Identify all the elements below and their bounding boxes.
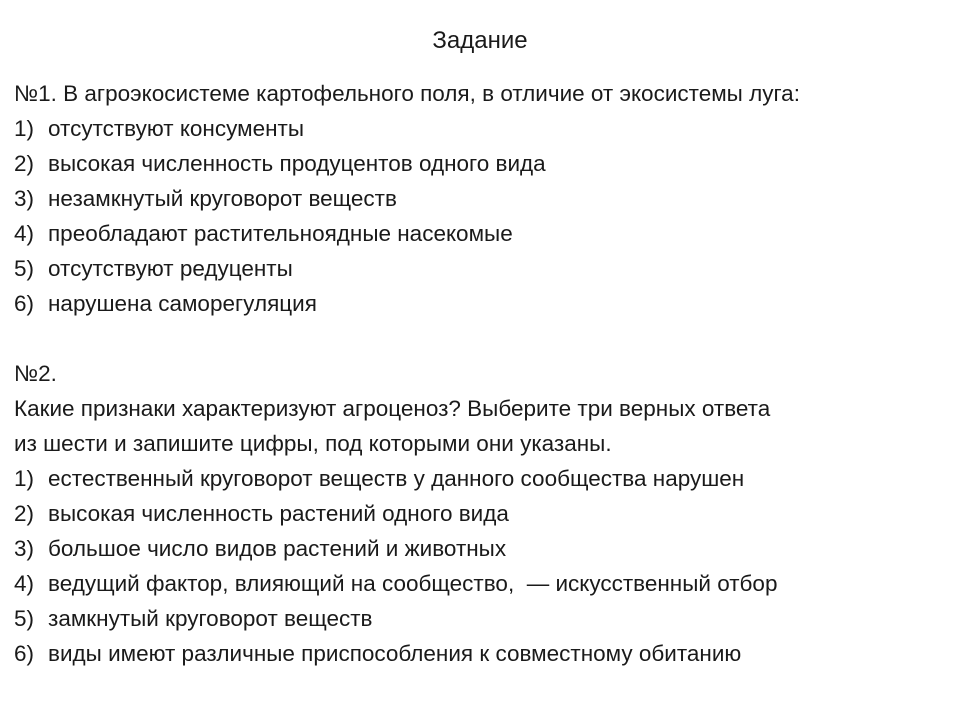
option-number: 4) [14, 221, 35, 246]
option-text: преобладают растительноядные насекомые [48, 221, 513, 246]
option-text: естественный круговорот веществ у данного сообщества нарушен [48, 466, 745, 491]
task2-number: №2. [14, 361, 57, 386]
option-text: замкнутый круговорот веществ [48, 606, 373, 631]
task2-option-3 [14, 531, 954, 566]
spacer [14, 321, 954, 356]
task2-option-4 [14, 566, 954, 601]
option-number: 1) [14, 466, 35, 491]
option-number: 6) [14, 291, 35, 316]
task1-heading: №1. В агроэкосистеме картофельного поля, в отличие от экосистемы луга: [14, 81, 800, 106]
option-text: ведущий фактор, влияющий на сообщество, — искусственный отбор [48, 571, 778, 596]
option-number: 4) [14, 571, 35, 596]
task2-option-1 [14, 461, 954, 496]
task1-option-1 [14, 111, 954, 146]
task1-option-5 [14, 251, 954, 286]
option-text: отсутствуют редуценты [48, 256, 293, 281]
task1-option-2 [14, 146, 954, 181]
option-number: 3) [14, 186, 35, 211]
option-text: отсутствуют консументы [48, 116, 304, 141]
option-text: нарушена саморегуляция [48, 291, 317, 316]
option-number: 6) [14, 641, 35, 666]
option-number: 5) [14, 256, 35, 281]
option-text: высокая численность растений одного вида [48, 501, 509, 526]
option-number: 2) [14, 151, 35, 176]
task1-option-3 [14, 181, 954, 216]
option-text: незамкнутый круговорот веществ [48, 186, 397, 211]
option-number: 2) [14, 501, 35, 526]
task-content [14, 76, 954, 671]
page-title: Задание [432, 27, 528, 54]
task1-option-6 [14, 286, 954, 321]
task1-option-4 [14, 216, 954, 251]
option-text: большое число видов растений и животных [48, 536, 507, 561]
task2-option-6 [14, 636, 954, 671]
option-text: высокая численность продуцентов одного вида [48, 151, 546, 176]
option-number: 1) [14, 116, 35, 141]
task2-question-line-2: из шести и запишите цифры, под которыми они указаны. [14, 431, 612, 456]
task2-option-5 [14, 601, 954, 636]
task2-question-line-1: Какие признаки характеризуют агроценоз? Выберите три верных ответа [14, 396, 771, 421]
option-text: виды имеют различные приспособления к совместному обитанию [48, 641, 742, 666]
option-number: 5) [14, 606, 35, 631]
task2-option-2 [14, 496, 954, 531]
option-number: 3) [14, 536, 35, 561]
